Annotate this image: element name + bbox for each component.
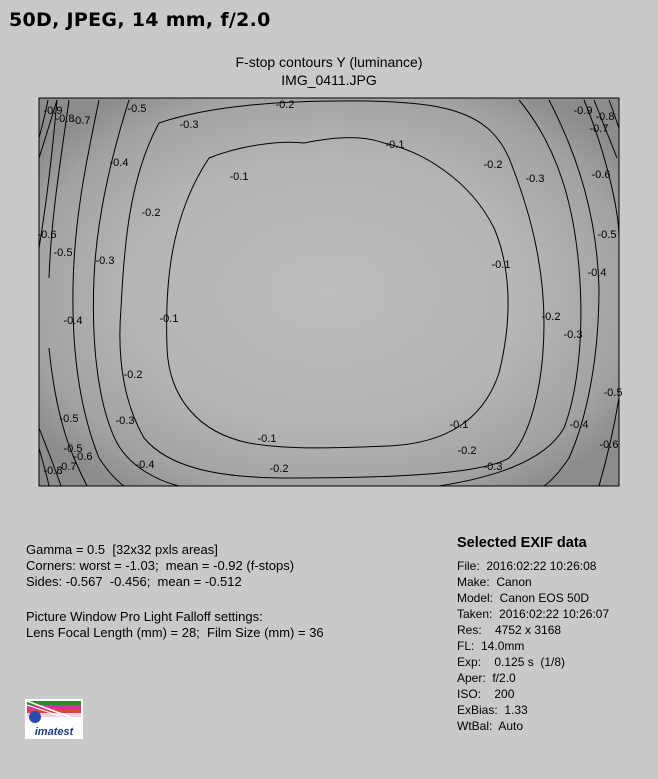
exif-row: Aper: f/2.0 (457, 671, 516, 685)
stats-corners: Corners: worst = -1.03; mean = -0.92 (f-stops) (26, 558, 295, 573)
contour-label: -0.3 (483, 461, 503, 473)
contour-label: -0.1 (491, 259, 511, 271)
pwp-settings-values: Lens Focal Length (mm) = 28; Film Size (mm) = 36 (26, 625, 324, 640)
contour-label: -0.1 (159, 313, 179, 325)
contour-label: -0.5 (53, 247, 73, 259)
contour-label: -0.2 (141, 207, 161, 219)
contour-label: -0.5 (597, 229, 617, 241)
contour-label: -0.2 (483, 159, 503, 171)
contour-label: -0.8 (43, 465, 63, 477)
exif-row: Make: Canon (457, 575, 532, 589)
pwp-settings-title: Picture Window Pro Light Falloff settings: (26, 609, 263, 624)
stats-sides: Sides: -0.567 -0.456; mean = -0.512 (26, 574, 242, 589)
exif-row: WtBal: Auto (457, 719, 524, 733)
contour-label: -0.8 (55, 113, 75, 125)
contour-label: -0.7 (71, 115, 91, 127)
exif-row: Exp: 0.125 s (1/8) (457, 655, 566, 669)
contour-label: -0.3 (95, 255, 115, 267)
contour-label: -0.1 (229, 171, 249, 183)
exif-title: Selected EXIF data (457, 535, 587, 551)
contour-label: -0.2 (457, 445, 477, 457)
stats-gamma: Gamma = 0.5 [32x32 pxls areas] (26, 542, 218, 557)
chart-subtitle: IMG_0411.JPG (281, 72, 377, 88)
exif-row: ExBias: 1.33 (457, 703, 528, 717)
contour-label: -0.2 (275, 99, 295, 111)
exif-row: Res: 4752 x 3168 (457, 623, 562, 637)
contour-label: -0.6 (37, 229, 57, 241)
chart-title: F-stop contours Y (luminance) (235, 54, 423, 70)
contour-label: -0.1 (257, 433, 277, 445)
contour-label: -0.5 (59, 413, 79, 425)
contour-label: -0.2 (541, 311, 561, 323)
contour-label: -0.5 (63, 443, 83, 455)
contour-label: -0.6 (591, 169, 611, 181)
exif-row: Taken: 2016:02:22 10:26:07 (457, 607, 610, 621)
contour-label: -0.8 (595, 111, 615, 123)
contour-label: -0.4 (569, 419, 589, 431)
exif-row: File: 2016:02:22 10:26:08 (457, 559, 597, 573)
contour-label: -0.9 (43, 105, 63, 117)
contour-label: -0.3 (563, 329, 583, 341)
contour-label: -0.1 (385, 139, 405, 151)
exif-row: ISO: 200 (457, 687, 515, 701)
exif-row: Model: Canon EOS 50D (457, 591, 590, 605)
contour-label: -0.7 (589, 123, 609, 135)
contour-label: -0.2 (123, 369, 143, 381)
contour-label: -0.4 (63, 315, 83, 327)
page-heading: 50D, JPEG, 14 mm, f/2.0 (9, 9, 271, 31)
contour-label: -0.7 (57, 461, 77, 473)
contour-label: -0.2 (269, 463, 289, 475)
contour-label: -0.5 (603, 387, 623, 399)
contour-plot (37, 98, 623, 486)
contour-label: -0.4 (135, 459, 155, 471)
contour-label: -0.5 (127, 103, 147, 115)
imatest-logo (25, 699, 83, 739)
contour-label: -0.6 (599, 439, 619, 451)
contour-label: -0.3 (115, 415, 135, 427)
contour-label: -0.4 (587, 267, 607, 279)
contour-label: -0.3 (179, 119, 199, 131)
contour-label: -0.6 (73, 451, 93, 463)
contour-label: -0.3 (525, 173, 545, 185)
contour-label: -0.1 (449, 419, 469, 431)
exif-row: FL: 14.0mm (457, 639, 525, 653)
contour-label: -0.9 (573, 105, 593, 117)
logo-text: imatest (34, 726, 74, 738)
contour-label: -0.4 (109, 157, 129, 169)
